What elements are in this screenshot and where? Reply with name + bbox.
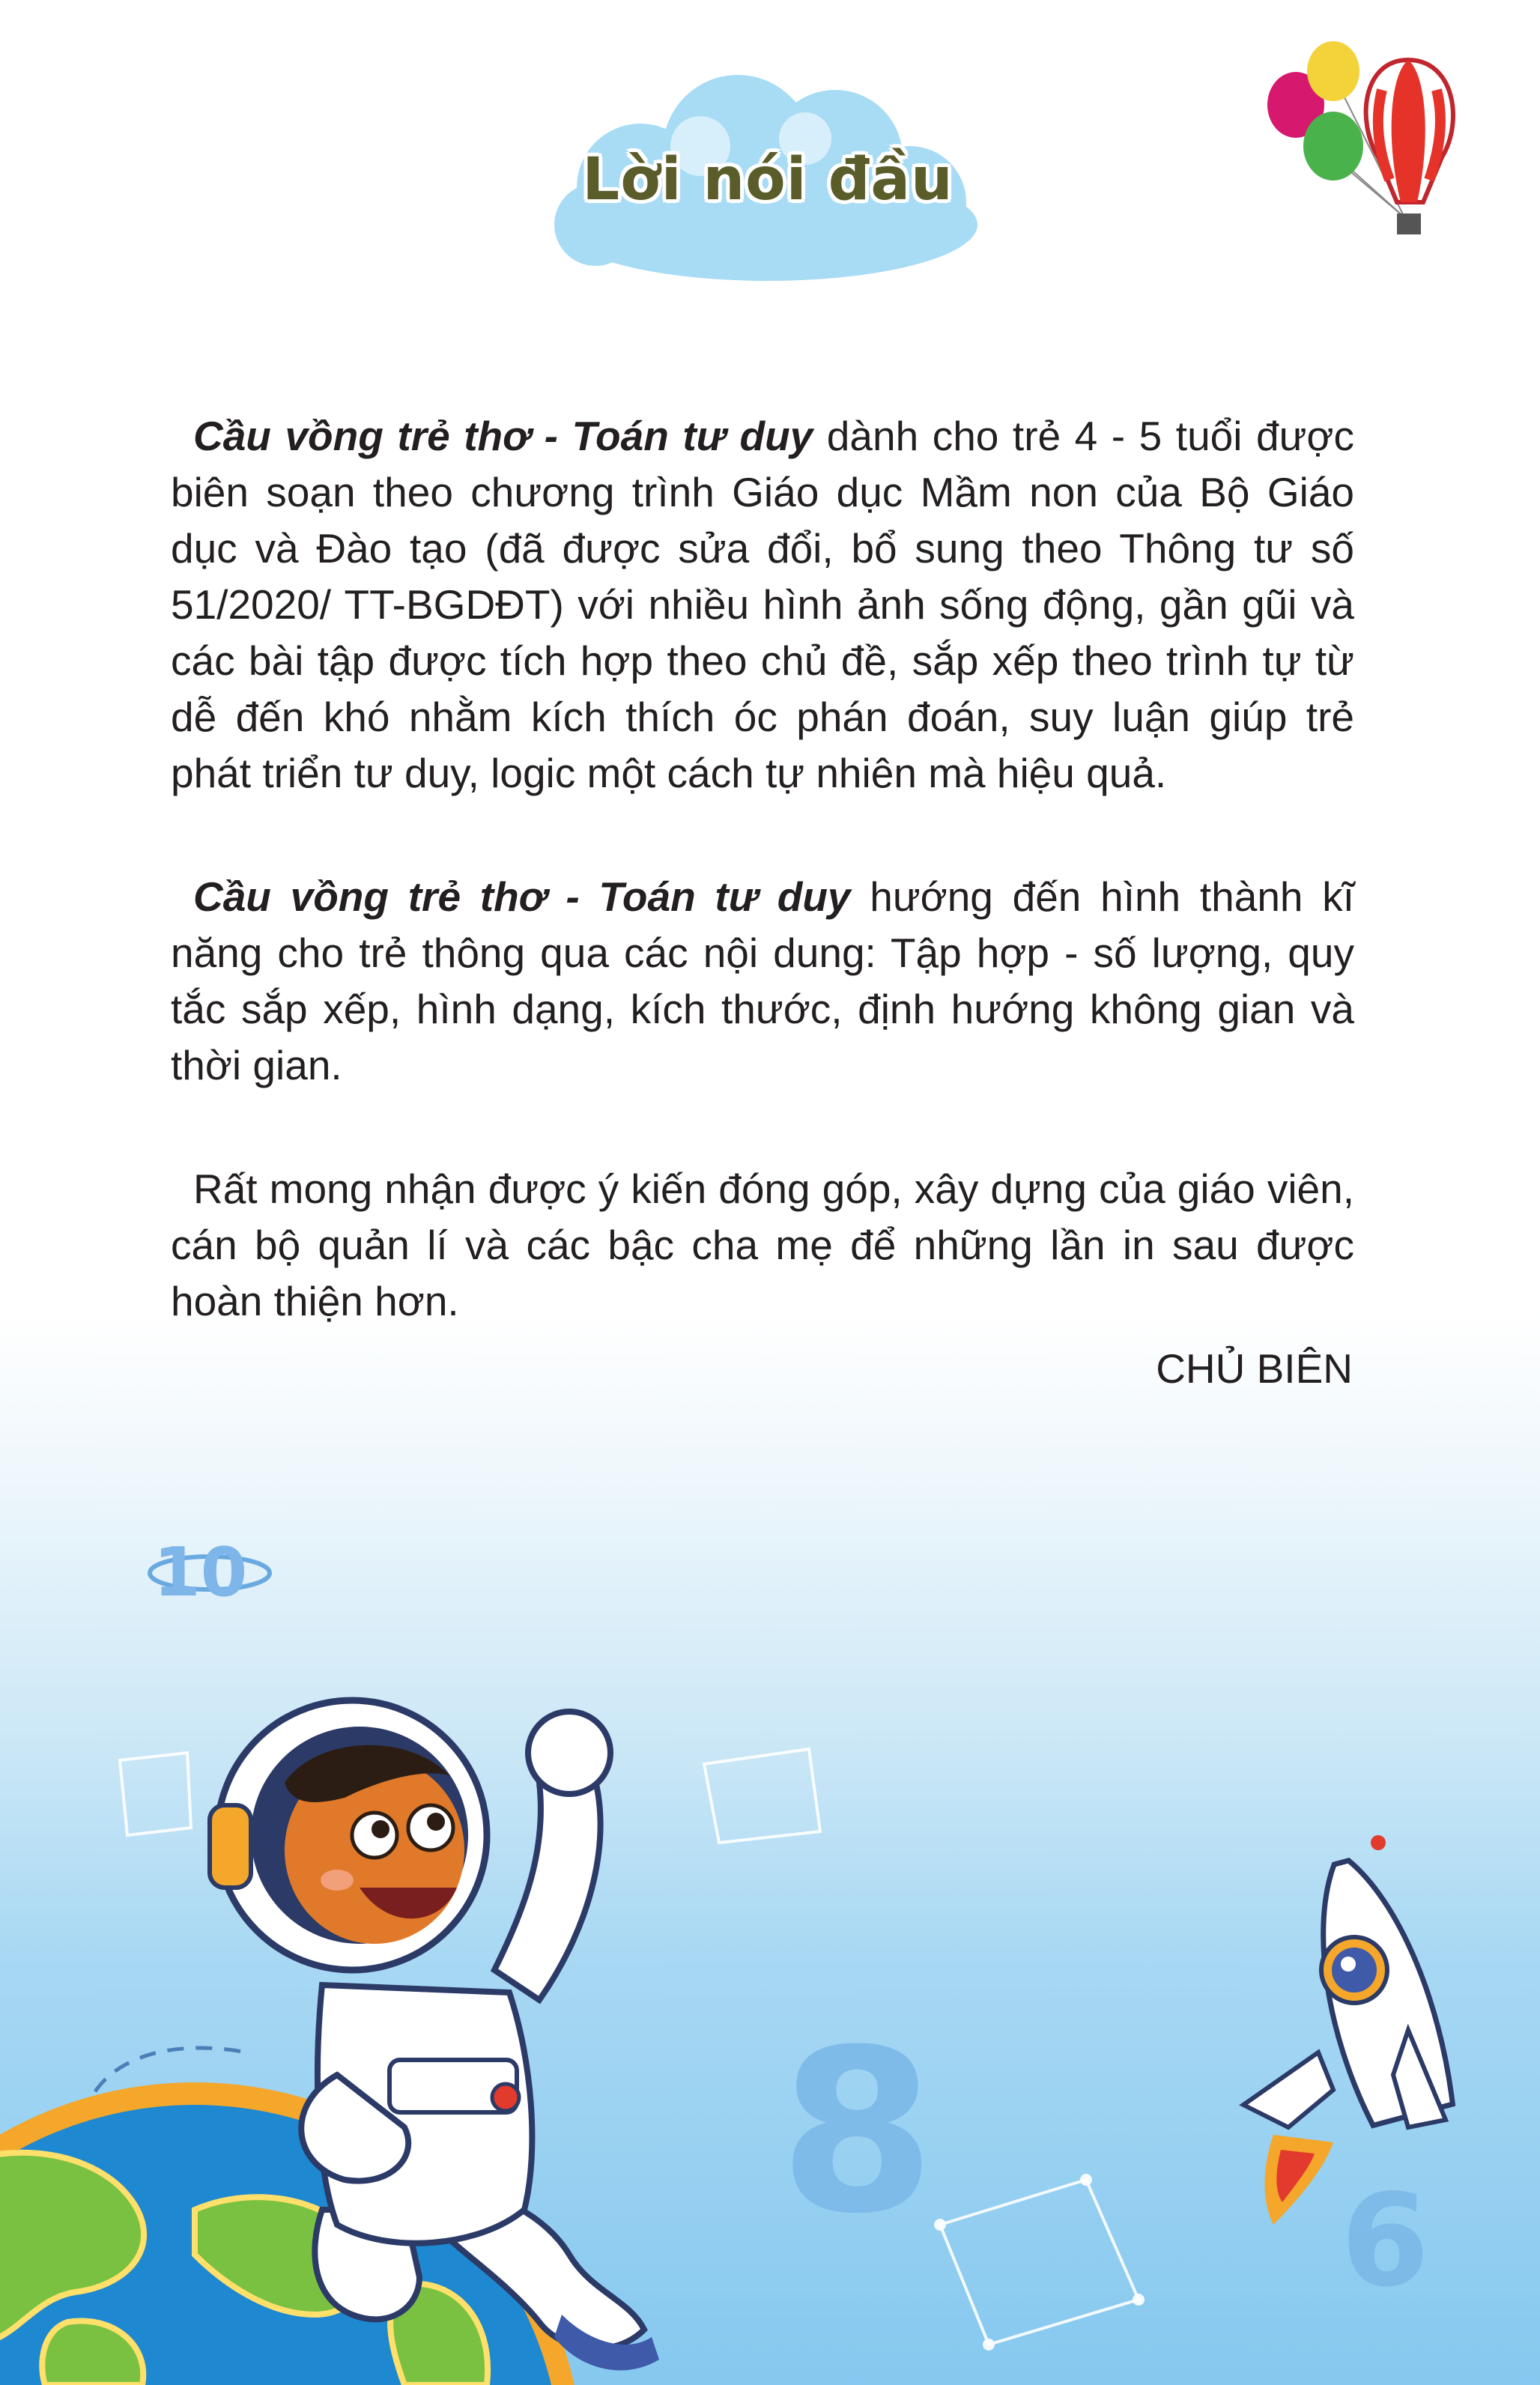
title-cloud [551, 75, 985, 300]
book-title: Cầu vồng trẻ thơ - Toán tư duy [193, 873, 851, 920]
book-title: Cầu vồng trẻ thơ - Toán tư duy [193, 413, 813, 459]
balloons-icon [1251, 30, 1506, 255]
number-six: 6 [1341, 2167, 1430, 2315]
page-title: Lời nói đầu [582, 146, 954, 213]
number-eight: 8 [779, 2001, 936, 2263]
paragraph-text: Rất mong nhận được ý kiến đóng góp, xây dựng của giáo viên, cán bộ quản lí và các bậc cha mẹ để những lần in sau được hoàn thiện hơn. [171, 1166, 1354, 1324]
number-ten-decor [150, 1536, 270, 1612]
signature: CHỦ BIÊN [1156, 1345, 1353, 1392]
paragraph-3 [171, 1161, 1354, 1330]
paragraph-1 [171, 408, 1354, 801]
paragraph-text: hướng đến hình thành kĩ năng cho trẻ thông qua các nội dung: Tập hợp - số lượng, quy tắc sắp xếp, hình dạng, kích thước, định hướng không gian và thời gian. [171, 873, 1355, 1088]
number-ten: 10 [154, 1536, 248, 1612]
rocket-icon [1243, 1835, 1458, 2225]
body-text [171, 408, 1354, 1397]
paragraph-2 [171, 869, 1354, 1094]
paragraph-text: dành cho trẻ 4 - 5 tuổi được biên soạn theo chương trình Giáo dục Mầm non của Bộ Giáo dục và Đào tạo (đã được sửa đổi, bổ sung theo Thông tư số 51/2020/ TT-BGDĐT) với nhiều hình ảnh sống động, gần gũi và các bài tập được tích hợp theo chủ đề, sắp xếp theo trình tự từ dễ đến khó nhằm kích thích óc phán đoán, suy luận giúp trẻ phát triển tư duy, logic một cách tự nhiên mà hiệu quả. [171, 413, 1354, 796]
space-scene [0, 1536, 1540, 2385]
